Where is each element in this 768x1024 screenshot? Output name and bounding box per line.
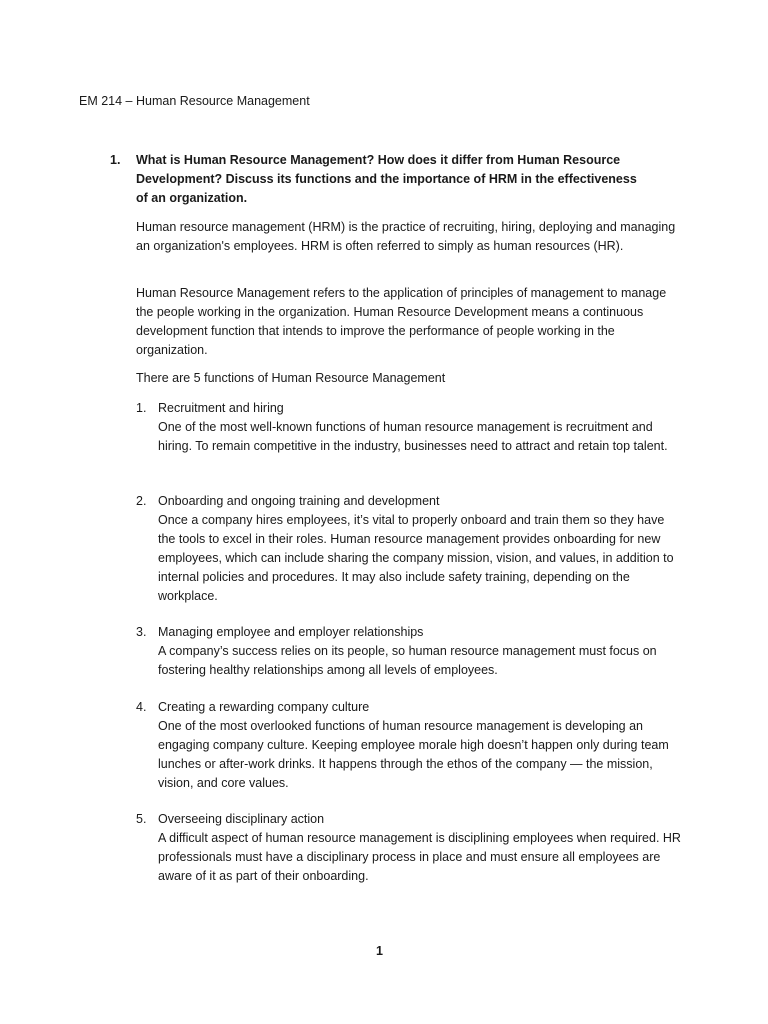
function-item (136, 492, 681, 606)
function-item (136, 623, 681, 680)
function-title: Managing employee and employer relationships (158, 625, 424, 639)
function-title: Recruitment and hiring (158, 401, 284, 415)
question-text: What is Human Resource Management? How does it differ from Human Resource Development? Discuss its functions and the importance of HRM in the effectiveness of an organization. (136, 153, 637, 205)
function-number: 2. (136, 494, 147, 508)
function-description: Once a company hires employees, it’s vital to properly onboard and train them so they have the tools to excel in their roles. Human resource management provides onboarding for new employees, which can include sharing the company mission, vision, and values, in addition to internal policies and procedures. It may also include safety training, depending on the workplace. (158, 513, 674, 603)
document-title: EM 214 – Human Resource Management (79, 94, 310, 108)
function-number: 3. (136, 625, 147, 639)
paragraph-hrm-definition: Human resource management (HRM) is the practice of recruiting, hiring, deploying and managing an organization's employees. HRM is often referred to simply as human resources (HR). (136, 220, 676, 253)
function-item (136, 399, 681, 456)
paragraph-hrm-vs-hrd: Human Resource Management refers to the application of principles of management to manage the people working in the organization. Human Resource Development means a continuous development function that intends to improve the performance of people working in the organization. (136, 286, 667, 357)
function-item (136, 810, 681, 886)
function-title: Onboarding and ongoing training and development (158, 494, 440, 508)
function-item (136, 698, 681, 793)
function-description: A difficult aspect of human resource management is disciplining employees when required. HR professionals must have a disciplinary process in place and must ensure all employees are aware of it as part of their onboarding. (158, 831, 681, 883)
paragraph-functions-intro: There are 5 functions of Human Resource Management (136, 371, 446, 385)
question-1 (110, 151, 650, 208)
question-number: 1. (110, 153, 121, 167)
function-number: 4. (136, 700, 147, 714)
function-title: Creating a rewarding company culture (158, 700, 370, 714)
function-description: One of the most well-known functions of human resource management is recruitment and hiring. To remain competitive in the industry, businesses need to attract and retain top talent. (158, 420, 668, 453)
page-number: 1 (376, 944, 383, 958)
function-description: A company’s success relies on its people, so human resource management must focus on fostering healthy relationships among all levels of employees. (158, 644, 657, 677)
function-number: 1. (136, 401, 147, 415)
function-description: One of the most overlooked functions of human resource management is developing an engaging company culture. Keeping employee morale high doesn’t happen only during team lunches or after-work drinks. It happens through the ethos of the company — the mission, vision, and core values. (158, 719, 669, 790)
function-number: 5. (136, 812, 147, 826)
function-title: Overseeing disciplinary action (158, 812, 325, 826)
